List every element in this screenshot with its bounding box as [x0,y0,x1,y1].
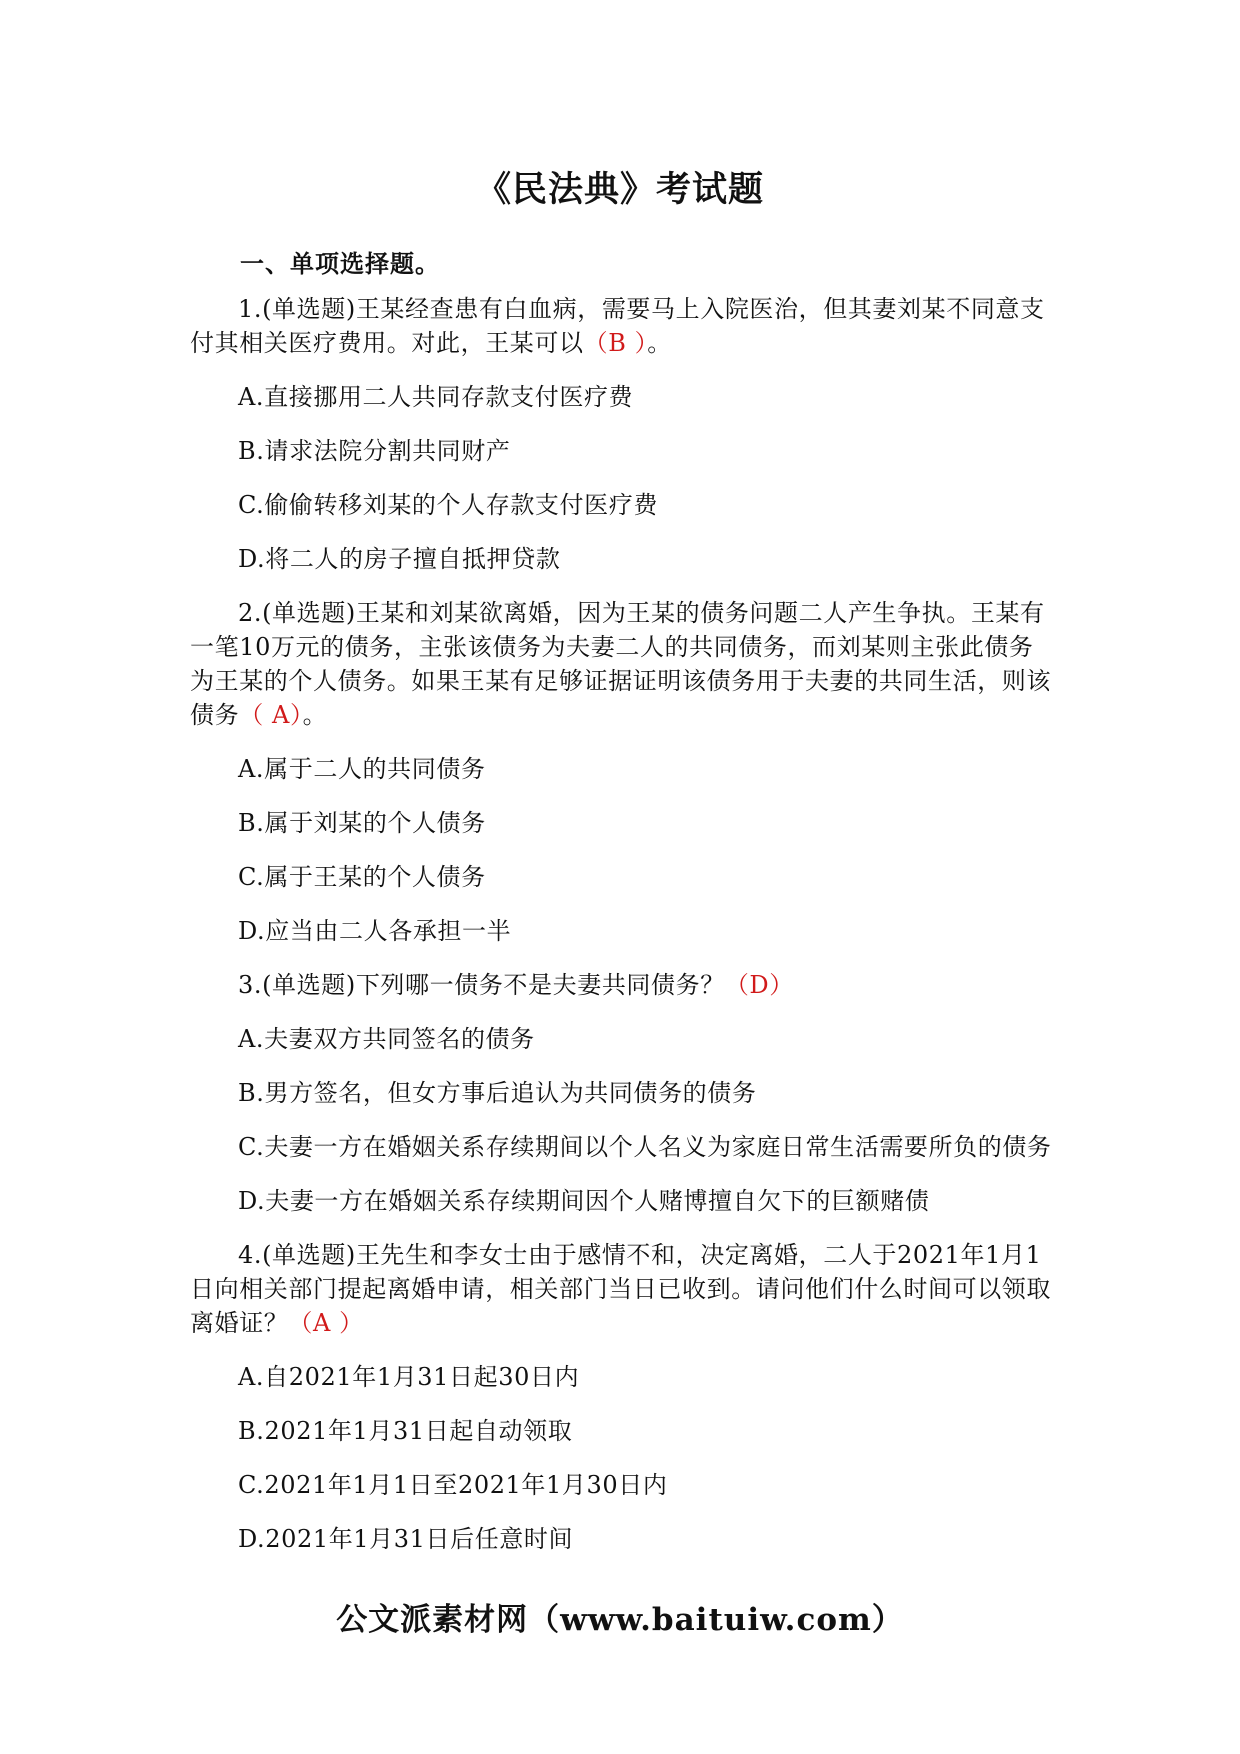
question-3-stem [190,968,1056,1002]
question-1-text: 1.(单选题)王某经查患有白血病，需要马上入院医治，但其妻刘某不同意支付其相关医疗费用。对此，王某可以 [190,295,1045,357]
question-1-option-d: D.将二人的房子擅自抵押贷款 [238,545,561,573]
question-1-option-c: C.偷偷转移刘某的个人存款支付医疗费 [238,491,658,519]
document-title: 《民法典》考试题 [475,169,764,210]
question-4-answer: （A ） [288,1309,364,1337]
question-3-text: 3.(单选题)下列哪一债务不是夫妻共同债务？ [238,971,725,999]
question-1-option-a: A.直接挪用二人共同存款支付医疗费 [238,383,634,411]
question-2-stem [190,596,1056,732]
question-3-option-b: B.男方签名，但女方事后追认为共同债务的债务 [238,1079,757,1107]
question-3-option-a: A.夫妻双方共同签名的债务 [238,1025,535,1053]
question-2-option-a: A.属于二人的共同债务 [238,755,486,783]
question-2-tail: 。 [302,701,328,729]
question-3-option-d: D.夫妻一方在婚姻关系存续期间因个人赌博擅自欠下的巨额赌债 [238,1187,930,1215]
question-4-option-c: C.2021年1月1日至2021年1月30日内 [238,1471,668,1499]
footer-watermark: 公文派素材网（www.baituiw.com） [336,1602,904,1638]
question-4-stem [190,1238,1056,1340]
question-2-option-c: C.属于王某的个人债务 [238,863,486,891]
question-4-option-a: A.自2021年1月31日起30日内 [238,1363,580,1391]
question-2-option-d: D.应当由二人各承担一半 [238,917,512,945]
question-3-answer: （D） [724,971,794,999]
question-2-option-b: B.属于刘某的个人债务 [238,809,486,837]
question-3-option-c: C.夫妻一方在婚姻关系存续期间以个人名义为家庭日常生活需要所负的债务 [238,1133,1052,1161]
question-4-option-d: D.2021年1月31日后任意时间 [238,1525,574,1553]
question-1-answer: （B ） [583,329,648,357]
question-1-stem [190,292,1056,360]
question-2-answer: （ A） [239,701,303,729]
section-heading: 一、单项选择题。 [240,249,440,278]
question-4-option-b: B.2021年1月31日起自动领取 [238,1417,573,1445]
question-4-text: 4.(单选题)王先生和李女士由于感情不和，决定离婚，二人于2021年1月1日向相关部门提起离婚申请，相关部门当日已收到。请问他们什么时间可以领取离婚证？ [190,1241,1051,1337]
question-list [190,292,1056,1556]
question-1-tail: 。 [647,329,672,357]
question-1-option-b: B.请求法院分割共同财产 [238,437,511,465]
question-2-text: 2.(单选题)王某和刘某欲离婚，因为王某的债务问题二人产生争执。王某有一笔10万元的债务，主张该债务为夫妻二人的共同债务，而刘某则主张此债务为王某的个人债务。如果王某有足够证据证明该债务用于夫妻的共同生活，则该债务 [190,599,1051,729]
